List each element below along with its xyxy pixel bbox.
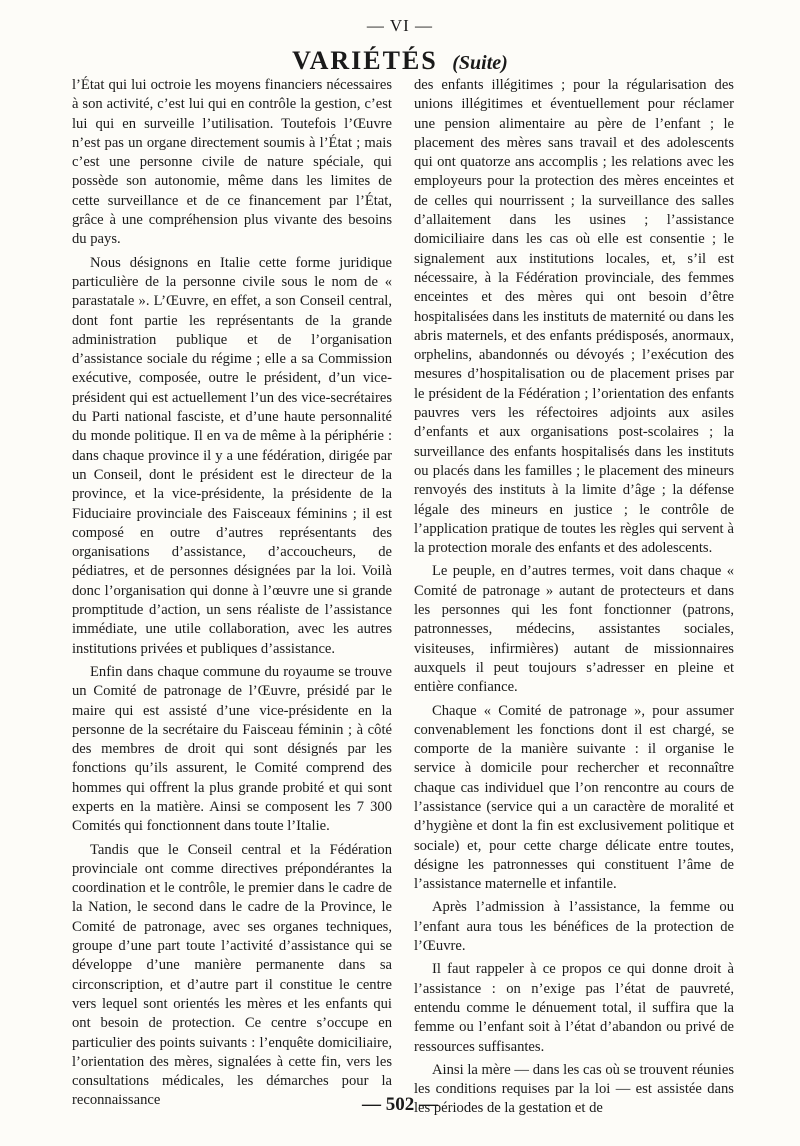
section-title: VARIÉTÉS bbox=[292, 46, 438, 75]
right-paragraph-2: Le peuple, en d’autres termes, voit dans chaque « Comité de patronage » autant de protecteurs et dans les personnes qui les font fonctionner (patrons, patronnesses, médecins, assistantes sociales, visiteuses, infirmières) autant de missionnaires auxquels il peut toujours s’adresser en pleine et entière confiance. bbox=[414, 563, 734, 696]
left-paragraph-3: Enfin dans chaque commune du royaume se trouve un Comité de patronage de l’Œuvre, présidé par le maire qui est assisté d’une vice-présidente en la personne de la secrétaire du Faisceau féminin ; à côté des membres de droit qui sont désignés par les fonctions qu’ils assurent, le Comité comprend des hommes qui offrent la plus grande probité et qui sont experts en la matière. Ainsi se composent les 7 300 Comités qui fonctionnent dans toute l’Italie. bbox=[72, 663, 392, 835]
right-paragraph-6: Ainsi la mère — dans les cas où se trouvent réunies les conditions requises par la loi — est assistée dans les périodes de la gestation et de bbox=[414, 1061, 734, 1117]
section-header bbox=[0, 46, 800, 76]
right-paragraph-1: des enfants illégitimes ; pour la régularisation des unions illégitimes et éventuellement pour réclamer une pension alimentaire au père de l’enfant ; le placement des mères sans travail et des adolescents qui ont quatorze ans accomplis ; les relations avec les employeurs pour la protection des mères enceintes et de celles qui nourrissent ; la surveillance des salles d’allaitement dans les usines ; l’assistance domiciliaire dans les cas où elle est consentie ; le signalement aux institutions locales, et, s’il est nécessaire, à la Fédération provinciale, des femmes enceintes et des mères qui ont besoin d’être hospitalisées dans les instituts de maternité ou dans les abris maternels, et des enfants prédisposés, anormaux, orphelins, abandonnés ou dévoyés ; l’exécution des mesures d’hospitalisation ou de placement prises par le président de la Fédération ; l’orientation des enfants pauvres vers les réfectoires adjoints aux asiles d’enfants et aux organisations post-scolaires ; la surveillance des enfants hospitalisés dans les instituts ou placés dans les familles ; le placement des mineurs renvoyés des instituts à la limite d’âge ; la défense légale des mineurs en justice ; le contrôle de l’application pratique de toutes les règles qui servent à la protection morale des enfants et des adolescents. bbox=[414, 77, 734, 557]
left-column bbox=[72, 76, 392, 1115]
right-paragraph-5: Il faut rappeler à ce propos ce qui donne droit à l’assistance : on n’exige pas l’état de pauvreté, entendu comme le dénuement total, il suffira que la femme ou l’enfant soit à l’état d’abandon ou privé de ressources suffisantes. bbox=[414, 961, 734, 1055]
page-number: — 502 — bbox=[362, 1094, 438, 1115]
left-paragraph-2: Nous désignons en Italie cette forme juridique particulière de la personne civile sous le nom de « parastatale ». L’Œuvre, en effet, a son Conseil central, dont font partie les représentants de la grande administration publique et de l’organisation d’assistance sociale du régime ; elle a sa Commission exécutive, composée, outre le président, d’un vice-président qui est actuellement l’un des vice-secrétaires du Parti national fasciste, et d’une haute personnalité du monde politique. Il en va de même à la périphérie : dans chaque province il y a une fédération, dirigée par un Conseil, dont le président est le directeur de la province, et la vice-présidente, la présidente de la Fiduciaire provinciale des Faisceaux féminins ; il est composé en outre d’autres représentants des organisations d’assistance, d’accoucheurs, de pédiatres, et de personnes désignées par la loi. Voilà donc l’organisation qui donne à l’œuvre une si grande promptitude d’action, un sens réaliste de l’assistance immédiate, une utile collaboration, avec les autres institutions privées et publiques d’assistance. bbox=[72, 254, 392, 657]
roman-page-marker: — VI — bbox=[366, 16, 434, 35]
right-paragraph-4: Après l’admission à l’assistance, la femme ou l’enfant aura tous les bénéfices de la protection de l’Œuvre. bbox=[414, 899, 734, 955]
left-paragraph-4: Tandis que le Conseil central et la Fédération provinciale ont comme directives prépondérantes la coordination et le contrôle, le premier dans le cadre de la Nation, le second dans le cadre de la Province, le Comité de patronage, avec ses organes techniques, groupe d’une part toute l’activité d’assistance qui se développe d’une manière permanente dans sa circonscription, et d’autre part il constitue le centre vers lequel sont orientés les mères et les enfants qui ont besoin de protection. Ce centre s’occupe en particulier des points suivants : l’enquête domiciliaire, l’orientation des mères, signalées à cette fin, vers les consultations médicales, les démarches pour la reconnaissance bbox=[72, 841, 392, 1109]
section-suffix: (Suite) bbox=[452, 52, 508, 74]
right-column bbox=[414, 76, 734, 1123]
right-paragraph-3: Chaque « Comité de patronage », pour assumer convenablement les fonctions dont il est chargé, se comporte de la manière suivante : il organise le service à domicile pour rechercher et reconnaître chaque cas individuel que l’on rencontre au cours de l’assistance (service qui a un caractère de moralité et d’hygiène et dont la fin est exclusivement politique et sociale) et, pour cette charge délicate entre toutes, désigne les patronnesses qui constituent l’âme de l’assistance maternelle et infantile. bbox=[414, 702, 734, 893]
left-paragraph-1: l’État qui lui octroie les moyens financiers nécessaires à son activité, c’est lui qui en contrôle la gestion, c’est lui qui en surveille l’utilisation. Toutefois l’Œuvre n’est pas un organe directement soumis à l’État ; mais c’est une personne civile de nature spéciale, qui possède son autonomie, même dans les limites de cette surveillance et de ce financement par l’État, grâce à une compréhension plus vivante des besoins du pays. bbox=[72, 77, 392, 248]
